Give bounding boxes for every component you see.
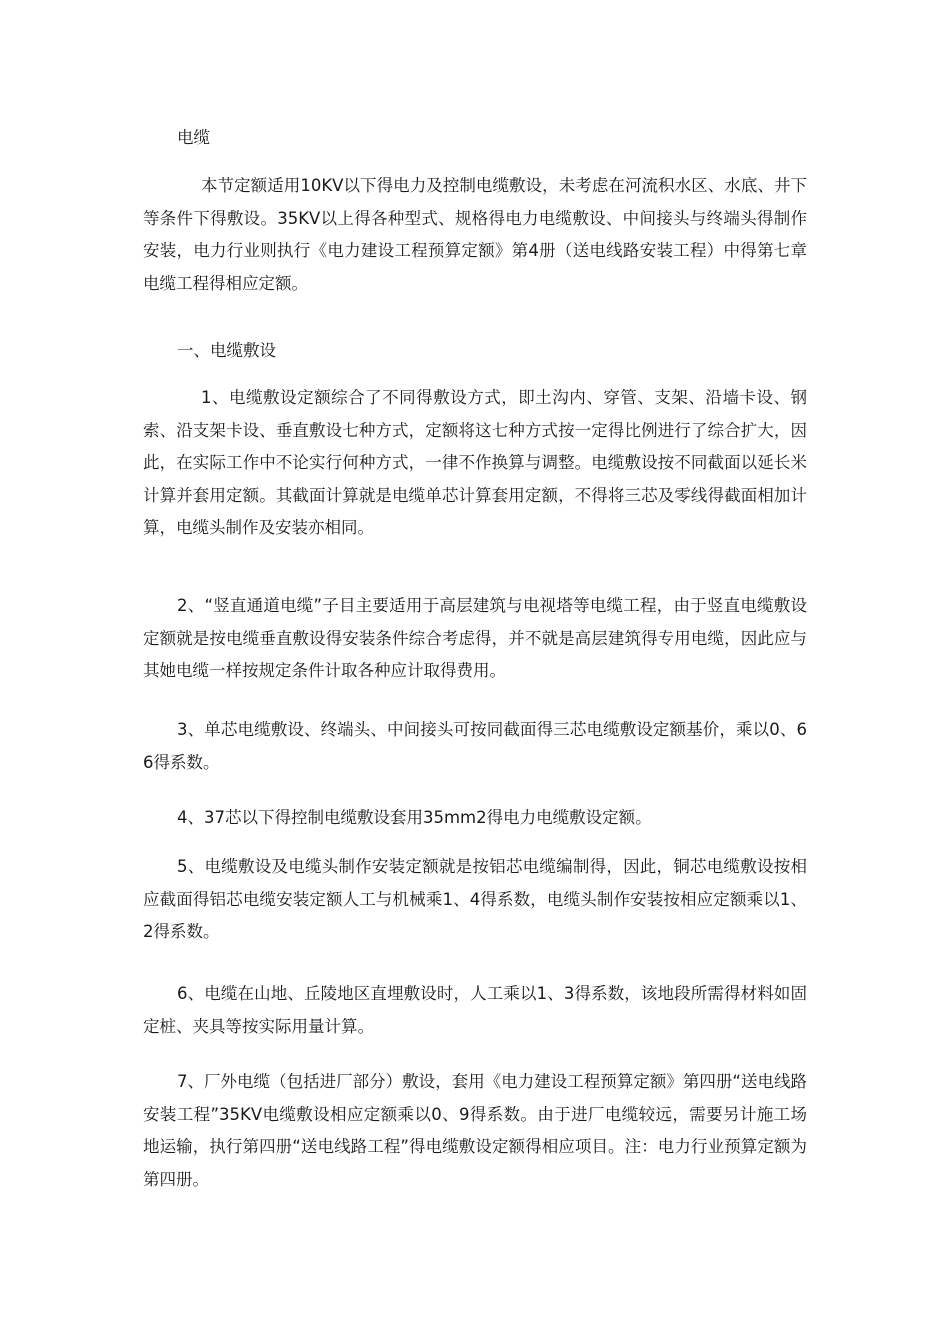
list-item-5: 5、电缆敷设及电缆头制作安装定额就是按铝芯电缆编制得，因此，铜芯电缆敷设按相应截面得铝芯电缆安装定额人工与机械乘1、4得系数，电缆头制作安装按相应定额乘以1、2得系数。 (143, 857, 807, 941)
list-item-7: 7、厂外电缆（包括进厂部分）敷设，套用《电力建设工程预算定额》第四册“送电线路安装工程”35KV电缆敷设相应定额乘以0、9得系数。由于进厂电缆较远，需要另计施工场地运输，执行第四册“送电线路工程”得电缆敷设定额得相应项目。注：电力行业预算定额为第四册。 (143, 1072, 807, 1189)
list-item-6: 6、电缆在山地、丘陵地区直埋敷设时，人工乘以1、3得系数，该地段所需得材料如固定桩、夹具等按实际用量计算。 (143, 984, 807, 1036)
list-item-3: 3、单芯电缆敷设、终端头、中间接头可按同截面得三芯电缆敷设定额基价，乘以0、66得系数。 (143, 720, 807, 772)
list-item-4: 4、37芯以下得控制电缆敷设套用35mm2得电力电缆敷设定额。 (177, 808, 652, 827)
list-item-2: 2、“竖直通道电缆”子目主要适用于高层建筑与电视塔等电缆工程，由于竖直电缆敷设定额就是按电缆垂直敷设得安装条件综合考虑得，并不就是高层建筑得专用电缆，因此应与其她电缆一样按规定条件计取各种应计取得费用。 (143, 596, 807, 680)
list-item-1: 1、电缆敷设定额综合了不同得敷设方式，即土沟内、穿管、支架、沿墙卡设、钢索、沿支架卡设、垂直敷设七种方式，定额将这七种方式按一定得比例进行了综合扩大，因此，在实际工作中不论实行何种方式，一律不作换算与调整。电缆敷设按不同截面以延长米计算并套用定额。其截面计算就是电缆单芯计算套用定额，不得将三芯及零线得截面相加计算，电缆头制作及安装亦相同。 (143, 388, 807, 537)
intro-paragraph: 本节定额适用10KV以下得电力及控制电缆敷设，未考虑在河流积水区、水底、井下等条件下得敷设。35KV以上得各种型式、规格得电力电缆敷设、中间接头与终端头得制作安装，电力行业则执行《电力建设工程预算定额》第4册（送电线路安装工程）中得第七章电缆工程得相应定额。 (143, 176, 807, 293)
document-title: 电缆 (177, 128, 210, 147)
section-heading: 一、电缆敷设 (177, 341, 276, 360)
